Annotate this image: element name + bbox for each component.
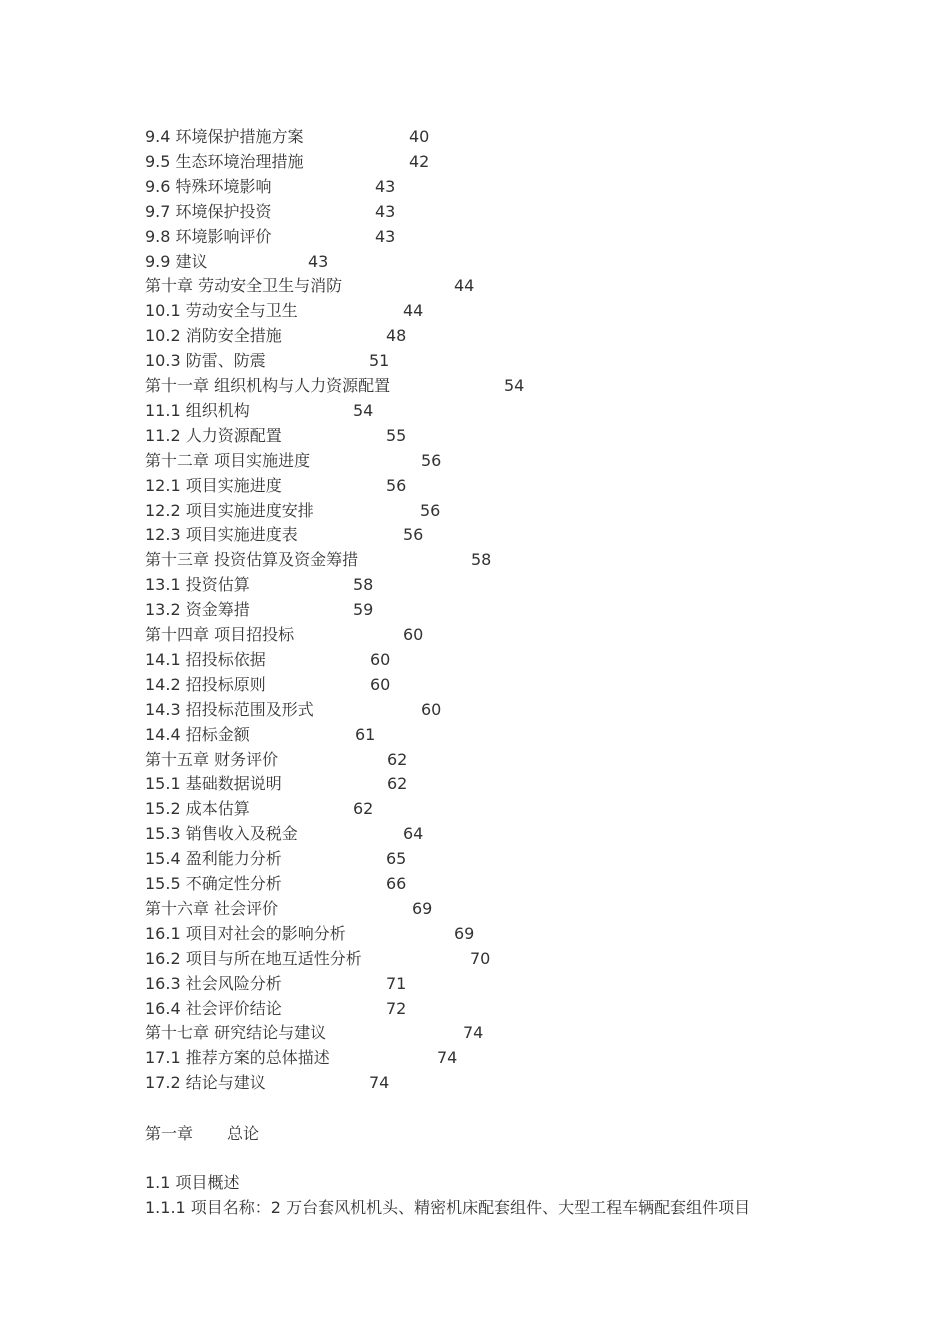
toc-page-number: 58 [353,575,374,595]
toc-page-number: 74 [463,1023,484,1043]
toc-entry-title: 9.5 生态环境治理措施 [145,151,304,171]
toc-entry-title: 第十七章 研究结论与建议 [145,1023,327,1043]
toc-entry-title: 第十三章 投资估算及资金筹措 [145,550,359,570]
toc-entry-title: 16.3 社会风险分析 [145,973,282,993]
toc-page-number: 62 [353,799,374,819]
toc-page-number: 43 [308,251,329,271]
toc-entry-title: 15.2 成本估算 [145,799,250,819]
toc-entry-title: 10.1 劳动安全与卫生 [145,301,298,321]
toc-entry-title: 第十一章 组织机构与人力资源配置 [145,376,391,395]
toc-entry-title: 9.6 特殊环境影响 [145,176,272,196]
toc-page-number: 71 [386,973,407,993]
toc-page-number: 54 [353,400,374,420]
toc-page-number: 51 [369,351,390,371]
toc-page-number: 61 [355,724,376,744]
toc-page-number: 62 [387,749,408,769]
toc-entry-title: 第十六章 社会评价 [145,898,279,918]
toc-page-number: 59 [353,600,374,620]
chapter-heading [145,1122,259,1146]
toc-entry-title: 15.5 不确定性分析 [145,874,282,893]
toc-entry-title: 12.2 项目实施进度安排 [145,500,314,520]
toc-page-number: 65 [386,849,407,869]
toc-entry-title: 第十二章 项目实施进度 [145,450,311,470]
toc-page-number: 66 [386,874,407,893]
toc-page-number: 69 [412,898,433,918]
toc-entry-title: 10.2 消防安全措施 [145,326,282,346]
toc-page-number: 42 [409,151,430,171]
toc-entry-title: 14.2 招投标原则 [145,674,266,694]
toc-entry-title: 12.1 项目实施进度 [145,475,282,495]
toc-page-number: 55 [386,425,407,445]
toc-entry-title: 14.4 招标金额 [145,724,250,744]
toc-entry-title: 15.1 基础数据说明 [145,774,282,794]
toc-entry-title: 10.3 防雷、防震 [145,351,266,371]
toc-entry-title: 16.4 社会评价结论 [145,998,282,1018]
toc-page-number: 56 [386,475,407,495]
toc-page-number: 44 [454,276,475,296]
toc-page-number: 74 [369,1073,390,1093]
toc-entry-title: 第十五章 财务评价 [145,749,279,769]
toc-page-number: 54 [504,376,525,395]
toc-entry-title: 17.1 推荐方案的总体描述 [145,1048,330,1068]
chapter-title: 总论 [227,1124,260,1143]
toc-entry-title: 14.1 招投标依据 [145,649,266,669]
toc-page-number: 44 [403,301,424,321]
toc-page-number: 56 [421,450,442,470]
toc-page-number: 64 [403,824,424,844]
toc-entry-title: 13.1 投资估算 [145,575,250,595]
toc-page-number: 56 [403,525,424,545]
toc-page-number: 62 [387,774,408,794]
toc-page-number: 72 [386,998,407,1018]
toc-entry-title: 9.8 环境影响评价 [145,226,272,246]
toc-entry-title: 16.2 项目与所在地互适性分析 [145,948,362,968]
toc-page-number: 60 [370,649,391,669]
toc-entry-title: 11.2 人力资源配置 [145,425,282,445]
chapter-number: 第一章 [145,1124,194,1143]
toc-entry-title: 15.4 盈利能力分析 [145,849,282,869]
toc-page-number: 60 [370,674,391,694]
toc-entry-title: 12.3 项目实施进度表 [145,525,298,545]
toc-entry-title: 9.7 环境保护投资 [145,201,272,221]
toc-entry-title: 9.4 环境保护措施方案 [145,127,304,146]
toc-entry-title: 第十四章 项目招投标 [145,625,295,644]
toc-page-number: 58 [471,550,492,570]
toc-page-number: 43 [375,201,396,221]
toc-page-number: 70 [470,948,491,968]
toc-entry-title: 13.2 资金筹措 [145,600,250,620]
toc-page-number: 60 [403,625,424,644]
section-title: 1.1 项目概述 [145,1173,240,1192]
toc-entry-title: 9.9 建议 [145,251,208,271]
toc-entry-title: 17.2 结论与建议 [145,1073,266,1093]
subsection-title: 1.1.1 项目名称：2 万台套风机机头、精密机床配套组件、大型工程车辆配套组件项目 [145,1198,751,1217]
toc-page-number: 74 [437,1048,458,1068]
toc-entry-title: 第十章 劳动安全卫生与消防 [145,276,343,296]
toc-entry-title: 16.1 项目对社会的影响分析 [145,923,346,943]
toc-page-number: 43 [375,226,396,246]
toc-page-number: 40 [409,127,430,146]
toc-entry-title: 11.1 组织机构 [145,400,250,420]
toc-page-number: 56 [420,500,441,520]
toc-page-number: 60 [421,699,442,719]
toc-entry-title: 15.3 销售收入及税金 [145,824,298,844]
toc-page-number: 43 [375,176,396,196]
toc-page-number: 69 [454,923,475,943]
toc-entry-title: 14.3 招投标范围及形式 [145,699,314,719]
toc-page-number: 48 [386,326,407,346]
